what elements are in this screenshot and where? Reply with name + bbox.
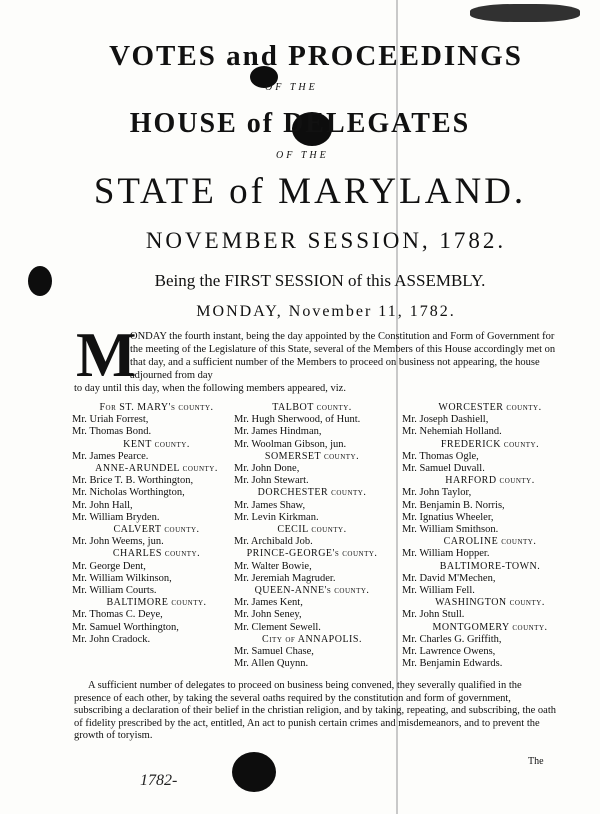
member-name: Mr. Brice T. B. Worthington, [72, 475, 194, 487]
member-name: Mr. Thomas Bond. [72, 426, 152, 438]
title-of-the-2: OF THE [276, 150, 329, 161]
members-column-2 [232, 402, 392, 670]
ink-blot-bottom [232, 752, 276, 792]
session-heading: NOVEMBER SESSION, 1782. [145, 228, 507, 253]
intro-paragraph: ONDAY the fourth instant, being the day appointed by the Constitution and Form of Government for the meeting of the Legislature of this State, several of the Members of this House accordingly met on that day, and a sufficient number of the Members to proceed on business not appearing, the house adjourned from day [130, 331, 556, 381]
member-name: Mr. Joseph Dashiell, [402, 414, 489, 426]
county-heading: For ST. MARY's county. [99, 402, 214, 413]
member-name: Mr. John Cradock. [72, 633, 151, 645]
ink-blot-corner [470, 4, 580, 22]
county-heading: KENT county. [123, 438, 190, 450]
member-name: Mr. Samuel Chase, [234, 646, 314, 658]
member-name: Mr. Benjamin B. Norris, [402, 499, 505, 511]
county-heading: SOMERSET county. [264, 450, 360, 462]
members-column-3 [400, 402, 580, 670]
member-name: Mr. Charles G. Griffith, [402, 633, 502, 645]
member-name: Mr. Jeremiah Magruder. [234, 572, 336, 584]
member-name: Mr. William Courts. [72, 585, 157, 597]
member-name: Mr. David M'Mechen, [402, 572, 496, 584]
county-heading: BALTIMORE county. [106, 597, 207, 609]
county-heading: City of ANNAPOLIS. [262, 633, 362, 645]
subtitle: Being the FIRST SESSION of this ASSEMBLY. [154, 271, 486, 290]
member-name: Mr. Levin Kirkman. [234, 511, 319, 523]
ink-blot-left [28, 266, 52, 296]
member-name: Mr. John Done, [234, 463, 300, 475]
county-heading: WASHINGTON county. [435, 597, 545, 609]
member-name: Mr. James Hindman, [234, 426, 322, 438]
member-name: Mr. Hugh Sherwood, of Hunt. [234, 414, 361, 426]
county-heading: HARFORD county. [445, 475, 535, 487]
member-name: Mr. Clement Sewell. [234, 621, 321, 633]
county-heading: FREDERICK county. [440, 438, 540, 450]
members-column-1 [70, 402, 235, 646]
member-name: Mr. James Kent, [234, 597, 303, 609]
member-name: Mr. William Wilkinson, [72, 572, 172, 584]
member-name: Mr. Allen Quynn. [234, 658, 309, 670]
member-name: Mr. James Pearce. [72, 450, 149, 462]
member-name: Mr. George Dent, [72, 560, 146, 572]
member-name: Mr. Uriah Forrest, [72, 414, 149, 426]
county-heading: CAROLINE county. [443, 536, 537, 548]
member-name: Mr. William Smithson. [402, 524, 499, 536]
catchword: The [528, 756, 544, 767]
member-name: Mr. Thomas C. Deye, [72, 609, 163, 621]
member-name: Mr. John Seney, [234, 609, 302, 621]
title-house-of-delegates: HOUSE of DELEGATES [129, 108, 471, 139]
county-heading: BALTIMORE-TOWN. [439, 560, 541, 572]
member-name: Mr. Walter Bowie, [234, 560, 312, 572]
dateline: MONDAY, November 11, 1782. [196, 303, 456, 320]
member-name: Mr. Nicholas Worthington, [72, 487, 185, 499]
county-heading: WORCESTER county. [438, 402, 542, 413]
footer-paragraph: A sufficient number of delegates to proceed on business being convened, they severally qualified in the presence of each other, by taking the several oaths required by the constitution and form of government, subscribing a declaration of their belief in the christian religion, and by taking, repeating, and subscribing, the oath of fidelity prescribed by the act, entitled, An act to punish certain crimes and misdemeanors, and to prevent the growth of toryism. [74, 680, 556, 741]
county-heading: MONTGOMERY county. [432, 621, 548, 633]
member-name: Mr. William Bryden. [72, 511, 160, 523]
title-state-of-maryland: STATE of MARYLAND. [93, 171, 527, 212]
county-heading: CECIL county. [277, 524, 347, 536]
member-name: Mr. Lawrence Owens, [402, 646, 496, 658]
member-name: Mr. Woolman Gibson, jun. [234, 438, 347, 450]
title-of-the-1: OF THE [265, 82, 318, 93]
member-name: Mr. Ignatius Wheeler, [402, 511, 494, 523]
intro-drop-cap: M [76, 319, 137, 390]
intro-paragraph-last-line: to day until this day, when the following members appeared, viz. [74, 383, 346, 394]
member-name: Mr. Benjamin Edwards. [402, 658, 503, 670]
member-name: Mr. John Stull. [402, 609, 465, 621]
member-name: Mr. James Shaw, [234, 499, 306, 511]
member-name: Mr. William Fell. [402, 585, 475, 597]
member-name: Mr. Samuel Duvall. [402, 463, 485, 475]
title-votes-and-proceedings: VOTES and PROCEEDINGS [109, 40, 523, 72]
county-heading: TALBOT county. [272, 402, 352, 413]
county-heading: ANNE-ARUNDEL county. [95, 463, 218, 475]
county-heading: QUEEN-ANNE's county. [254, 585, 370, 597]
member-name: Mr. John Stewart. [234, 475, 309, 487]
county-heading: CALVERT county. [113, 524, 200, 536]
member-name: Mr. William Hopper. [402, 548, 490, 560]
member-name: Mr. Nehemiah Holland. [402, 426, 502, 438]
member-name: Mr. John Weems, jun. [72, 536, 164, 548]
member-name: Mr. John Taylor, [402, 487, 472, 499]
county-heading: PRINCE-GEORGE's county. [246, 548, 378, 560]
county-heading: CHARLES county. [112, 548, 201, 560]
member-name: Mr. Thomas Ogle, [402, 450, 479, 462]
handwritten-annotation: 1782- [140, 772, 178, 789]
member-name: Mr. Archibald Job. [234, 536, 313, 548]
member-name: Mr. John Hall, [72, 499, 133, 511]
member-name: Mr. Samuel Worthington, [72, 621, 179, 633]
county-heading: DORCHESTER county. [257, 487, 367, 499]
